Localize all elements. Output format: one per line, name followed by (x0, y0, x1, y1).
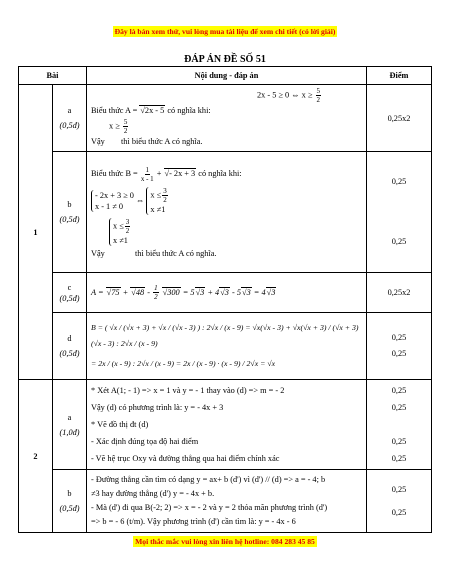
hotline-banner (0, 537, 450, 546)
frac-den: 2 (125, 227, 130, 236)
rhs-3: - 5 (232, 287, 241, 297)
expr-b-pre: Biểu thức B = (91, 169, 138, 178)
part-points: (1,0đ) (59, 427, 80, 437)
conclusion-pre: Vậy (91, 249, 105, 258)
system-3-line-2: x ≠1 (113, 236, 128, 246)
content-1d (87, 313, 367, 380)
question-number-1: 1 (19, 85, 53, 380)
part-letter: a (67, 106, 72, 115)
answer-table (18, 66, 432, 533)
expr-c-lhs: A = (91, 287, 104, 297)
expr-a-pre: Biểu thức A = (91, 106, 138, 115)
rhs-4: = 4 (253, 287, 266, 297)
line-1: - Đường thẳng cần tìm có dạng y = ax+ b (d') vì (d') // (d) => a = - 4; b (91, 475, 326, 484)
score-line: 0,25 (391, 454, 407, 463)
system-2-line-1: x ≤ (150, 190, 162, 200)
content-1a (87, 85, 367, 152)
content-2b (87, 470, 367, 533)
content-1b (87, 152, 367, 273)
part-label-1a (53, 85, 87, 152)
line-4: - Xác định đúng tọa độ hai điểm (91, 437, 199, 446)
expr-b-post: có nghĩa khi: (198, 169, 242, 178)
score-line: 0,25 (391, 237, 407, 246)
frac-num: 1 (145, 165, 149, 174)
table-row-1b (19, 152, 432, 273)
score-line: 0,25 (391, 485, 407, 494)
sqrt-expr: √ 2x - 5 (139, 105, 165, 115)
part-points: (0,5đ) (59, 504, 80, 513)
table-row-1c (19, 273, 432, 313)
part-letter: c (67, 282, 72, 292)
condition: 2x - 5 ≥ 0 ⇔ x ≥ (256, 90, 313, 100)
part-label-1d (53, 313, 87, 380)
score-line: 0,25 (391, 508, 407, 517)
part-points: (0,5đ) (59, 215, 80, 224)
sqrt-75: √ 75 (106, 287, 121, 297)
system-2 (146, 187, 168, 215)
sqrt-3: √ 3 (219, 287, 230, 297)
line-1: * Xét A(1; - 1) => x = 1 và y = - 1 thay vào (d) => m = - 2 (91, 386, 285, 395)
sqrt-300: √ 300 (162, 287, 181, 297)
part-letter: b (67, 200, 72, 209)
score-line: 0,25 (391, 386, 407, 395)
part-label-1c (53, 273, 87, 313)
conclusion-post: thì biểu thức A có nghĩa. (134, 249, 217, 258)
page-title: ĐÁP ÁN ĐỀ SỐ 51 (184, 54, 266, 65)
part-label-2b (53, 470, 87, 533)
system-2-line-2: x ≠1 (150, 205, 166, 215)
frac-den: 2 (154, 293, 158, 302)
score-1a: 0,25x2 (367, 85, 432, 152)
frac-den: 2 (316, 96, 320, 104)
part-points: (0,5đ) (59, 293, 80, 303)
table-header-row (19, 67, 432, 85)
system-3 (109, 218, 131, 246)
expr-a-post: có nghĩa khi: (167, 106, 211, 115)
frac-den: 2 (123, 127, 128, 135)
table-row-1d (19, 313, 432, 380)
conclusion-post: thì biểu thức A có nghĩa. (120, 137, 203, 146)
table-row-2a (19, 380, 432, 470)
score-2a (367, 380, 432, 470)
score-1d (367, 313, 432, 380)
conclusion-pre: Vậy (91, 137, 105, 146)
rhs-2: + 4 (207, 287, 220, 297)
sqrt-3: √ 3 (266, 287, 277, 297)
line-2: ≠3 hay đường thẳng (d') y = - 4x + b. (91, 489, 215, 498)
header-noi-dung: Nội dung - đáp án (87, 67, 367, 85)
preview-banner (0, 27, 450, 36)
plus: + (122, 287, 129, 297)
score-line: 0,25 (391, 437, 407, 446)
question-number-2: 2 (19, 380, 53, 533)
system-1-line-2: x - 1 ≠ 0 (95, 202, 124, 212)
part-label-2a (53, 380, 87, 470)
frac-num: 3 (125, 218, 130, 227)
part-letter: b (67, 489, 72, 498)
frac-num: 5 (316, 87, 320, 95)
sqrt-expr: √ - 2x + 3 (164, 168, 197, 178)
score-line: 0,25 (391, 333, 407, 342)
frac-num: 5 (123, 118, 128, 126)
iff: ⇔ (136, 196, 145, 205)
content-2a (87, 380, 367, 470)
part-letter: a (67, 412, 72, 422)
hotline-banner-text: Mọi thắc mắc vui lòng xin liên hệ hotline: 084 283 45 85 (135, 537, 315, 546)
header-diem: Điểm (367, 67, 432, 85)
header-bai: Bài (19, 67, 87, 85)
line-2: Vậy (d) có phương trình là: y = - 4x + 3 (91, 403, 224, 412)
frac-den: x - 1 (140, 174, 154, 183)
plus: + (156, 169, 162, 178)
sqrt-3: √ 3 (241, 287, 252, 297)
table-row-1a (19, 85, 432, 152)
line-3: - Mà (d') đi qua B(-2; 2) => x = - 2 và y = 2 thỏa mãn phương trình (d') (91, 503, 328, 512)
score-line: 0,25 (391, 177, 407, 186)
table-row-2b (19, 470, 432, 533)
sqrt-3: √ 3 (195, 287, 206, 297)
score-1c: 0,25x2 (367, 273, 432, 313)
sqrt-48: √ 48 (130, 287, 145, 297)
formula-line-1: B = ( √x / (√x + 3) + √x / (√x - 3) ) : 2√x / (x - 9) = √x(√x - 3) + √x(√x + 3) / (√x + 3)(√x - 3) : 2√x / (x - 9) (91, 323, 359, 348)
rhs-1: = 5 (182, 287, 195, 297)
score-line: 0,25 (391, 403, 407, 412)
frac-num: 1 (154, 284, 158, 293)
part-letter: d (67, 334, 72, 343)
line-5: - Vẽ hệ trục Oxy và đường thẳng qua hai điểm chính xác (91, 454, 280, 463)
part-points: (0,5đ) (59, 121, 80, 130)
preview-banner-text: Đây là bản xem thử, vui lòng mua tài liệu để xem chi tiết (có lời giải) (114, 27, 336, 36)
line-4: => b = - 6 (t/m). Vậy phương trình (d') cần tìm là: y = - 4x - 6 (91, 517, 296, 526)
system-3-line-1: x ≤ (113, 221, 124, 231)
part-points: (0,5đ) (59, 349, 80, 358)
score-line: 0,25 (391, 349, 407, 358)
score-2b (367, 470, 432, 533)
system-1 (91, 190, 134, 212)
content-1c (87, 273, 367, 313)
line-3: * Vẽ đồ thị đt (d) (91, 420, 149, 429)
part-label-1b (53, 152, 87, 273)
frac-den: 2 (163, 196, 167, 205)
system-1-line-1: - 2x + 3 ≥ 0 (95, 191, 134, 201)
minus: - (147, 287, 150, 297)
formula-line-2: = 2x / (x - 9) : 2√x / (x - 9) = 2x / (x - 9) · (x - 9) / 2√x = √x (91, 359, 276, 368)
cond-x: x ≥ (109, 121, 120, 131)
score-1b (367, 152, 432, 273)
frac-num: 3 (163, 187, 167, 196)
